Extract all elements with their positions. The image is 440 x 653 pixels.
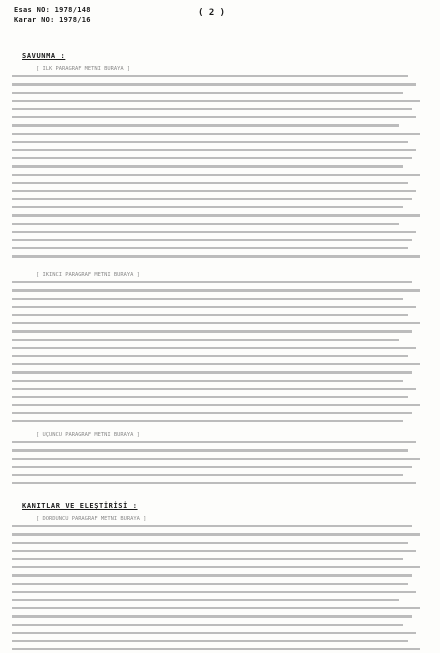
paragraph-1-text: [ İLK PARAGRAF METNİ BURAYA ] [36,66,131,72]
paragraph-1 [12,66,424,263]
paragraph-4 [12,516,424,651]
paragraph-3 [12,432,424,488]
paragraph-4-text: [ DÖRDÜNCÜ PARAGRAF METNİ BURAYA ] [36,516,147,522]
page-number: ( 2 ) [198,8,226,18]
paragraph-2-filler [12,281,424,287]
section-heading-savunma: SAVUNMA : [22,52,66,60]
paragraph-4-filler [12,525,424,531]
section-heading-kanitlar: KANITLAR VE ELEŞTİRİSİ : [22,502,138,510]
karar-value: 1978/16 [59,16,91,24]
esas-number-line [14,6,91,14]
paragraph-3-text: [ ÜÇÜNCÜ PARAGRAF METNİ BURAYA ] [36,432,140,438]
paragraph-2-text: [ İKİNCİ PARAGRAF METNİ BURAYA ] [36,272,140,278]
esas-value: 1978/148 [54,6,91,14]
paragraph-3-filler [12,441,424,447]
esas-label: Esas NO: [14,6,51,14]
paragraph-1-filler [12,75,424,81]
karar-label: Karar NO: [14,16,55,24]
paragraph-2 [12,272,424,422]
karar-number-line [14,16,91,24]
